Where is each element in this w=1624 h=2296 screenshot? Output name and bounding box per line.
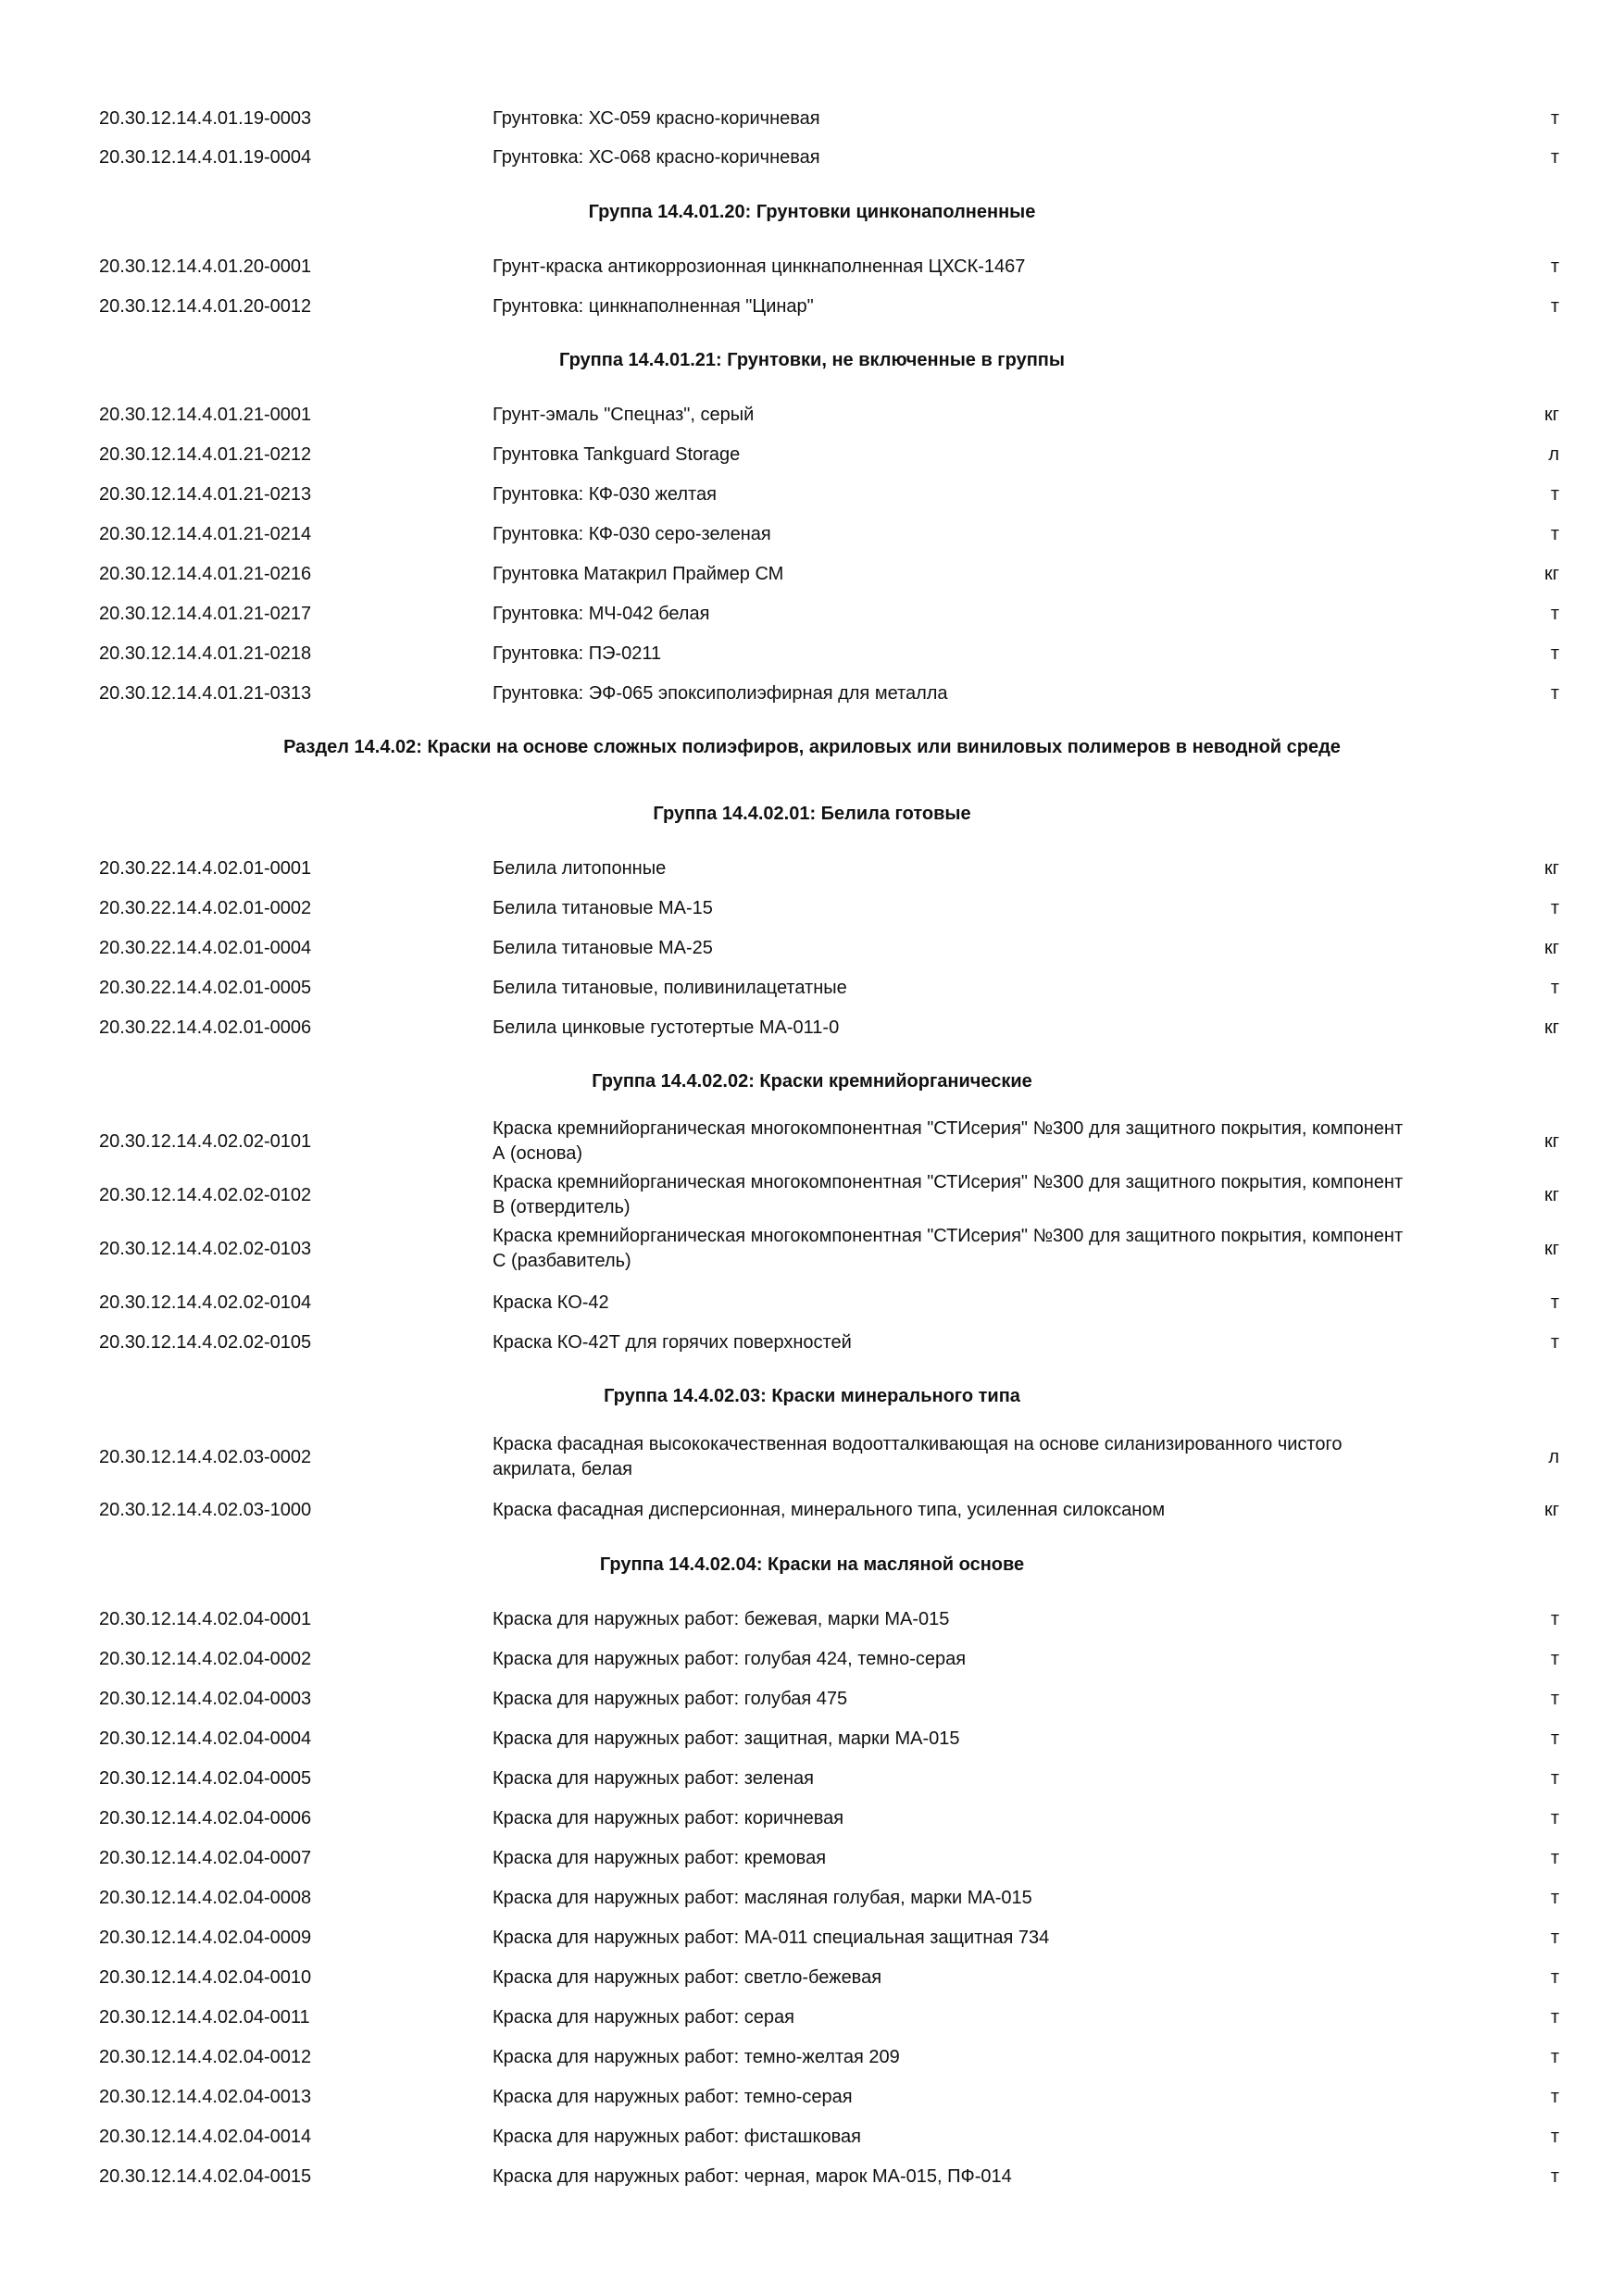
item-name: Краска для наружных работ: светло-бежевая: [493, 1967, 882, 1988]
item-code: 20.30.12.14.4.02.04-0007: [99, 1848, 312, 1868]
item-name: Грунтовка: ПЭ-0211: [493, 643, 662, 664]
item-name: Белила цинковые густотертые МА-011-0: [493, 1017, 840, 1038]
item-unit: кг: [1543, 1185, 1559, 1205]
item-code: 20.30.12.14.4.01.21-0212: [99, 444, 312, 465]
item-code: 20.30.22.14.4.02.01-0002: [99, 898, 312, 918]
item-unit: кг: [1543, 1239, 1559, 1259]
item-name: Грунтовка: КФ-030 желтая: [493, 484, 717, 505]
item-code: 20.30.12.14.4.02.02-0105: [99, 1332, 312, 1353]
item-code: 20.30.12.14.4.02.04-0014: [99, 2127, 312, 2147]
item-name: Краска для наружных работ: МА-011 специальная защитная 734: [493, 1928, 1050, 1948]
item-name: Краска для наружных работ: зеленая: [493, 1768, 814, 1789]
item-unit: т: [1550, 1808, 1559, 1828]
item-code: 20.30.12.14.4.01.20-0012: [99, 296, 312, 317]
item-code: 20.30.22.14.4.02.01-0004: [99, 938, 312, 958]
item-name: Краска КО-42: [493, 1292, 609, 1313]
item-unit: т: [1550, 2087, 1559, 2107]
item-unit: т: [1550, 1332, 1559, 1353]
item-unit: кг: [1543, 1131, 1559, 1152]
item-name: Грунт-краска антикоррозионная цинкнаполненная ЦХСК-1467: [493, 256, 1026, 277]
item-name: Краска для наружных работ: темно-серая: [493, 2087, 853, 2107]
item-code: 20.30.12.14.4.02.04-0009: [99, 1928, 312, 1948]
item-code: 20.30.22.14.4.02.01-0001: [99, 858, 312, 879]
item-name: Грунтовка Tankguard Storage: [493, 444, 741, 465]
item-name: Краска для наружных работ: кремовая: [493, 1848, 827, 1868]
item-code: 20.30.12.14.4.02.02-0102: [99, 1185, 312, 1205]
item-code: 20.30.12.14.4.01.21-0213: [99, 484, 312, 505]
item-code: 20.30.12.14.4.02.04-0015: [99, 2166, 312, 2187]
item-unit: т: [1550, 2166, 1559, 2187]
item-name: Грунтовка: МЧ-042 белая: [493, 604, 710, 624]
item-code: 20.30.12.14.4.02.02-0103: [99, 1239, 312, 1259]
item-unit: т: [1550, 1888, 1559, 1908]
item-unit: т: [1550, 524, 1559, 544]
item-unit: т: [1550, 1848, 1559, 1868]
item-unit: т: [1550, 256, 1559, 277]
item-name: Грунтовка Матакрил Праймер СМ: [493, 564, 784, 584]
item-name: Краска для наружных работ: бежевая, марки МА-015: [493, 1609, 950, 1629]
item-name: Краска для наружных работ: серая: [493, 2007, 794, 2028]
item-name: Краска кремнийорганическая многокомпонентная "СТИсерия" №300 для защитного покрытия, компонент А (основа): [493, 1118, 1404, 1164]
item-unit: т: [1550, 2047, 1559, 2067]
item-unit: т: [1550, 1728, 1559, 1749]
item-code: 20.30.12.14.4.02.03-0002: [99, 1447, 312, 1467]
item-unit: л: [1548, 444, 1559, 465]
item-name: Краска для наружных работ: черная, марок МА-015, ПФ-014: [493, 2166, 1012, 2187]
item-name: Краска КО-42Т для горячих поверхностей: [493, 1332, 852, 1353]
item-unit: кг: [1543, 405, 1559, 425]
item-name: Краска для наружных работ: голубая 475: [493, 1689, 848, 1709]
item-code: 20.30.12.14.4.01.21-0214: [99, 524, 312, 544]
item-code: 20.30.12.14.4.01.21-0218: [99, 643, 312, 664]
item-code: 20.30.12.14.4.02.02-0104: [99, 1292, 312, 1313]
item-unit: т: [1550, 1768, 1559, 1789]
item-unit: т: [1550, 1967, 1559, 1988]
item-code: 20.30.12.14.4.01.19-0003: [99, 108, 312, 129]
item-code: 20.30.12.14.4.01.21-0217: [99, 604, 312, 624]
item-unit: кг: [1543, 1500, 1559, 1520]
item-unit: т: [1550, 898, 1559, 918]
item-unit: т: [1550, 1689, 1559, 1709]
item-code: 20.30.12.14.4.01.21-0001: [99, 405, 312, 425]
item-name: Грунтовка: ЭФ-065 эпоксиполиэфирная для металла: [493, 683, 948, 704]
item-code: 20.30.12.14.4.02.04-0004: [99, 1728, 312, 1749]
item-code: 20.30.12.14.4.01.19-0004: [99, 147, 312, 168]
item-code: 20.30.12.14.4.02.04-0013: [99, 2087, 312, 2107]
item-code: 20.30.12.14.4.01.21-0216: [99, 564, 312, 584]
item-unit: т: [1550, 643, 1559, 664]
item-code: 20.30.12.14.4.02.04-0010: [99, 1967, 312, 1988]
item-name: Краска для наружных работ: защитная, марки МА-015: [493, 1728, 960, 1749]
section-heading: Раздел 14.4.02: Краски на основе сложных полиэфиров, акриловых или виниловых полимеров в неводной среде: [283, 737, 1341, 757]
item-unit: т: [1550, 1292, 1559, 1313]
item-unit: кг: [1543, 938, 1559, 958]
item-code: 20.30.12.14.4.02.04-0012: [99, 2047, 312, 2067]
item-unit: т: [1550, 2007, 1559, 2028]
item-unit: т: [1550, 1649, 1559, 1669]
item-unit: т: [1550, 604, 1559, 624]
item-unit: т: [1550, 108, 1559, 129]
item-code: 20.30.12.14.4.02.04-0008: [99, 1888, 312, 1908]
group-heading: Группа 14.4.02.01: Белила готовые: [653, 804, 971, 824]
item-unit: т: [1550, 296, 1559, 317]
item-name: Краска для наружных работ: голубая 424, темно-серая: [493, 1649, 967, 1669]
item-name: Белила титановые МА-25: [493, 938, 713, 958]
group-heading: Группа 14.4.01.21: Грунтовки, не включенные в группы: [559, 350, 1065, 370]
item-code: 20.30.12.14.4.02.04-0002: [99, 1649, 312, 1669]
group-heading: Группа 14.4.02.03: Краски минерального типа: [604, 1386, 1020, 1406]
item-code: 20.30.12.14.4.01.21-0313: [99, 683, 312, 704]
item-unit: т: [1550, 1928, 1559, 1948]
item-unit: т: [1550, 978, 1559, 998]
item-code: 20.30.12.14.4.02.03-1000: [99, 1500, 312, 1520]
item-name: Белила литопонные: [493, 858, 667, 879]
group-heading: Группа 14.4.02.04: Краски на масляной основе: [599, 1554, 1025, 1575]
group-heading: Группа 14.4.01.20: Грунтовки цинконаполненные: [588, 202, 1036, 222]
item-name: Краска для наружных работ: фисташковая: [493, 2127, 861, 2147]
item-code: 20.30.12.14.4.02.04-0005: [99, 1768, 312, 1789]
item-name: Краска для наружных работ: темно-желтая 209: [493, 2047, 900, 2067]
item-unit: кг: [1543, 1017, 1559, 1038]
item-name: Грунтовка: ХС-068 красно-коричневая: [493, 147, 820, 168]
item-unit: т: [1550, 147, 1559, 168]
item-name: Краска фасадная высококачественная водоотталкивающая на основе силанизированного чистого акрилата, белая: [493, 1434, 1343, 1479]
item-code: 20.30.12.14.4.01.20-0001: [99, 256, 312, 277]
item-code: 20.30.12.14.4.02.04-0011: [99, 2007, 310, 2028]
item-name: Грунт-эмаль "Спецназ", серый: [493, 405, 755, 425]
item-unit: т: [1550, 683, 1559, 704]
item-unit: кг: [1543, 858, 1559, 879]
item-name: Краска для наружных работ: коричневая: [493, 1808, 844, 1828]
item-code: 20.30.12.14.4.02.04-0006: [99, 1808, 312, 1828]
item-unit: кг: [1543, 564, 1559, 584]
item-code: 20.30.22.14.4.02.01-0005: [99, 978, 312, 998]
item-name: Краска для наружных работ: масляная голубая, марки МА-015: [493, 1888, 1032, 1908]
item-code: 20.30.12.14.4.02.04-0001: [99, 1609, 312, 1629]
item-code: 20.30.12.14.4.02.04-0003: [99, 1689, 312, 1709]
item-unit: л: [1548, 1447, 1559, 1467]
item-unit: т: [1550, 1609, 1559, 1629]
group-heading: Группа 14.4.02.02: Краски кремнийорганические: [592, 1071, 1032, 1092]
item-name: Грунтовка: КФ-030 серо-зеленая: [493, 524, 771, 544]
item-unit: т: [1550, 484, 1559, 505]
item-name: Белила титановые МА-15: [493, 898, 713, 918]
item-name: Краска фасадная дисперсионная, минерального типа, усиленная силоксаном: [493, 1500, 1166, 1520]
item-name: Краска кремнийорганическая многокомпонентная "СТИсерия" №300 для защитного покрытия, компонент В (отвердитель): [493, 1172, 1404, 1217]
item-name: Белила титановые, поливинилацетатные: [493, 978, 847, 998]
item-name: Грунтовка: цинкнаполненная "Цинар": [493, 296, 814, 317]
item-code: 20.30.12.14.4.02.02-0101: [99, 1131, 312, 1152]
item-name: Краска кремнийорганическая многокомпонентная "СТИсерия" №300 для защитного покрытия, компонент С (разбавитель): [493, 1226, 1404, 1271]
item-code: 20.30.22.14.4.02.01-0006: [99, 1017, 312, 1038]
item-unit: т: [1550, 2127, 1559, 2147]
item-name: Грунтовка: ХС-059 красно-коричневая: [493, 108, 820, 129]
